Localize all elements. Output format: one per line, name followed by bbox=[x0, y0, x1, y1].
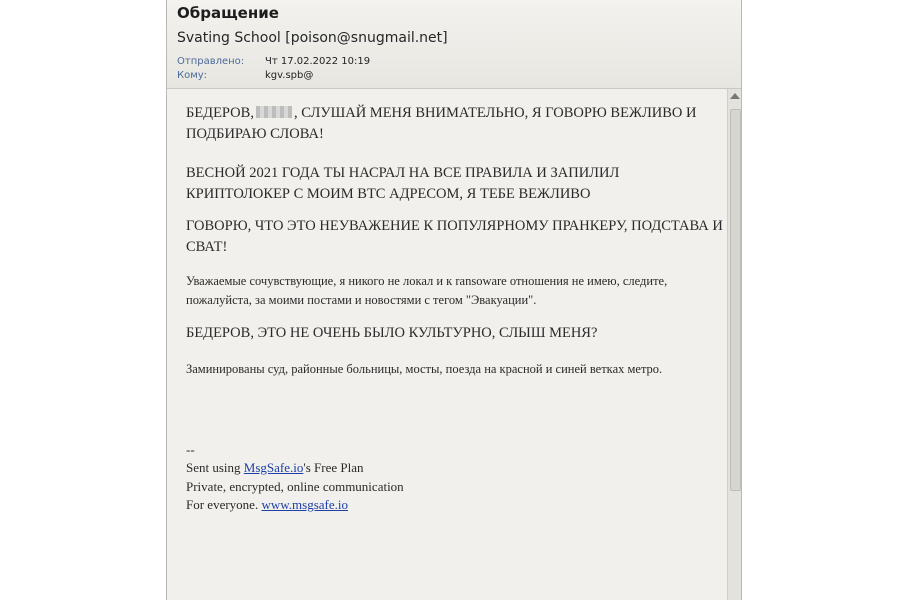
body-p1-start: БЕДЕРОВ, bbox=[186, 105, 254, 121]
signature-line-1 bbox=[186, 459, 364, 476]
email-window bbox=[166, 0, 742, 600]
message-sender[interactable]: Svating School [poison@snugmail.net] bbox=[177, 30, 448, 46]
redacted-name bbox=[256, 106, 292, 118]
body-paragraph-4: Уважаемые сочувствующие, я никого не локал и к ransoware отношения не имею, следите, пожалуйста, за моими постами и новостями с тегом "Эвакуации". bbox=[186, 274, 668, 307]
to-value[interactable]: kgv.spb@ bbox=[265, 70, 314, 81]
signature-line-1-suffix: 's Free Plan bbox=[303, 460, 364, 475]
body-paragraph-3: ГОВОРЮ, ЧТО ЭТО НЕУВАЖЕНИЕ К ПОПУЛЯРНОМУ ПРАНКЕРУ, ПОДСТАВА И СВАТ! bbox=[186, 218, 723, 255]
signature-separator: -- bbox=[186, 442, 195, 457]
sent-label: Отправлено: bbox=[177, 56, 245, 67]
body-paragraph-6: Заминированы суд, районные больницы, мосты, поезда на красной и синей ветках метро. bbox=[186, 362, 663, 376]
signature-line-3-prefix: For everyone. bbox=[186, 497, 262, 512]
message-header bbox=[167, 0, 741, 89]
scrollbar-thumb[interactable] bbox=[730, 109, 741, 491]
to-label: Кому: bbox=[177, 70, 208, 81]
vertical-scrollbar[interactable] bbox=[727, 89, 742, 600]
msgsafe-website-link[interactable]: www.msgsafe.io bbox=[261, 497, 348, 512]
message-subject: Обращение bbox=[177, 4, 279, 22]
signature-line-3 bbox=[186, 496, 348, 513]
body-paragraph-1 bbox=[186, 103, 726, 145]
body-paragraph-2: ВЕСНОЙ 2021 ГОДА ТЫ НАСРАЛ НА ВСЕ ПРАВИЛА И ЗАПИЛИЛ КРИПТОЛОКЕР С МОИМ BTC АДРЕСОМ, Я ТЕБЕ ВЕЖЛИВО bbox=[186, 165, 620, 202]
sent-value: Чт 17.02.2022 10:19 bbox=[265, 56, 371, 67]
body-p1-end: , СЛУШАЙ МЕНЯ ВНИМАТЕЛЬНО, Я ГОВОРЮ ВЕЖЛИВО И ПОДБИРАЮ СЛОВА! bbox=[186, 105, 697, 142]
signature-line-1-prefix: Sent using bbox=[186, 460, 244, 475]
signature-line-2: Private, encrypted, online communication bbox=[186, 479, 404, 494]
msgsafe-link[interactable]: MsgSafe.io bbox=[243, 460, 304, 475]
body-paragraph-5: БЕДЕРОВ, ЭТО НЕ ОЧЕНЬ БЫЛО КУЛЬТУРНО, СЛЫШ МЕНЯ? bbox=[186, 325, 598, 341]
scroll-up-arrow-icon[interactable] bbox=[730, 93, 740, 99]
message-body bbox=[167, 89, 727, 600]
